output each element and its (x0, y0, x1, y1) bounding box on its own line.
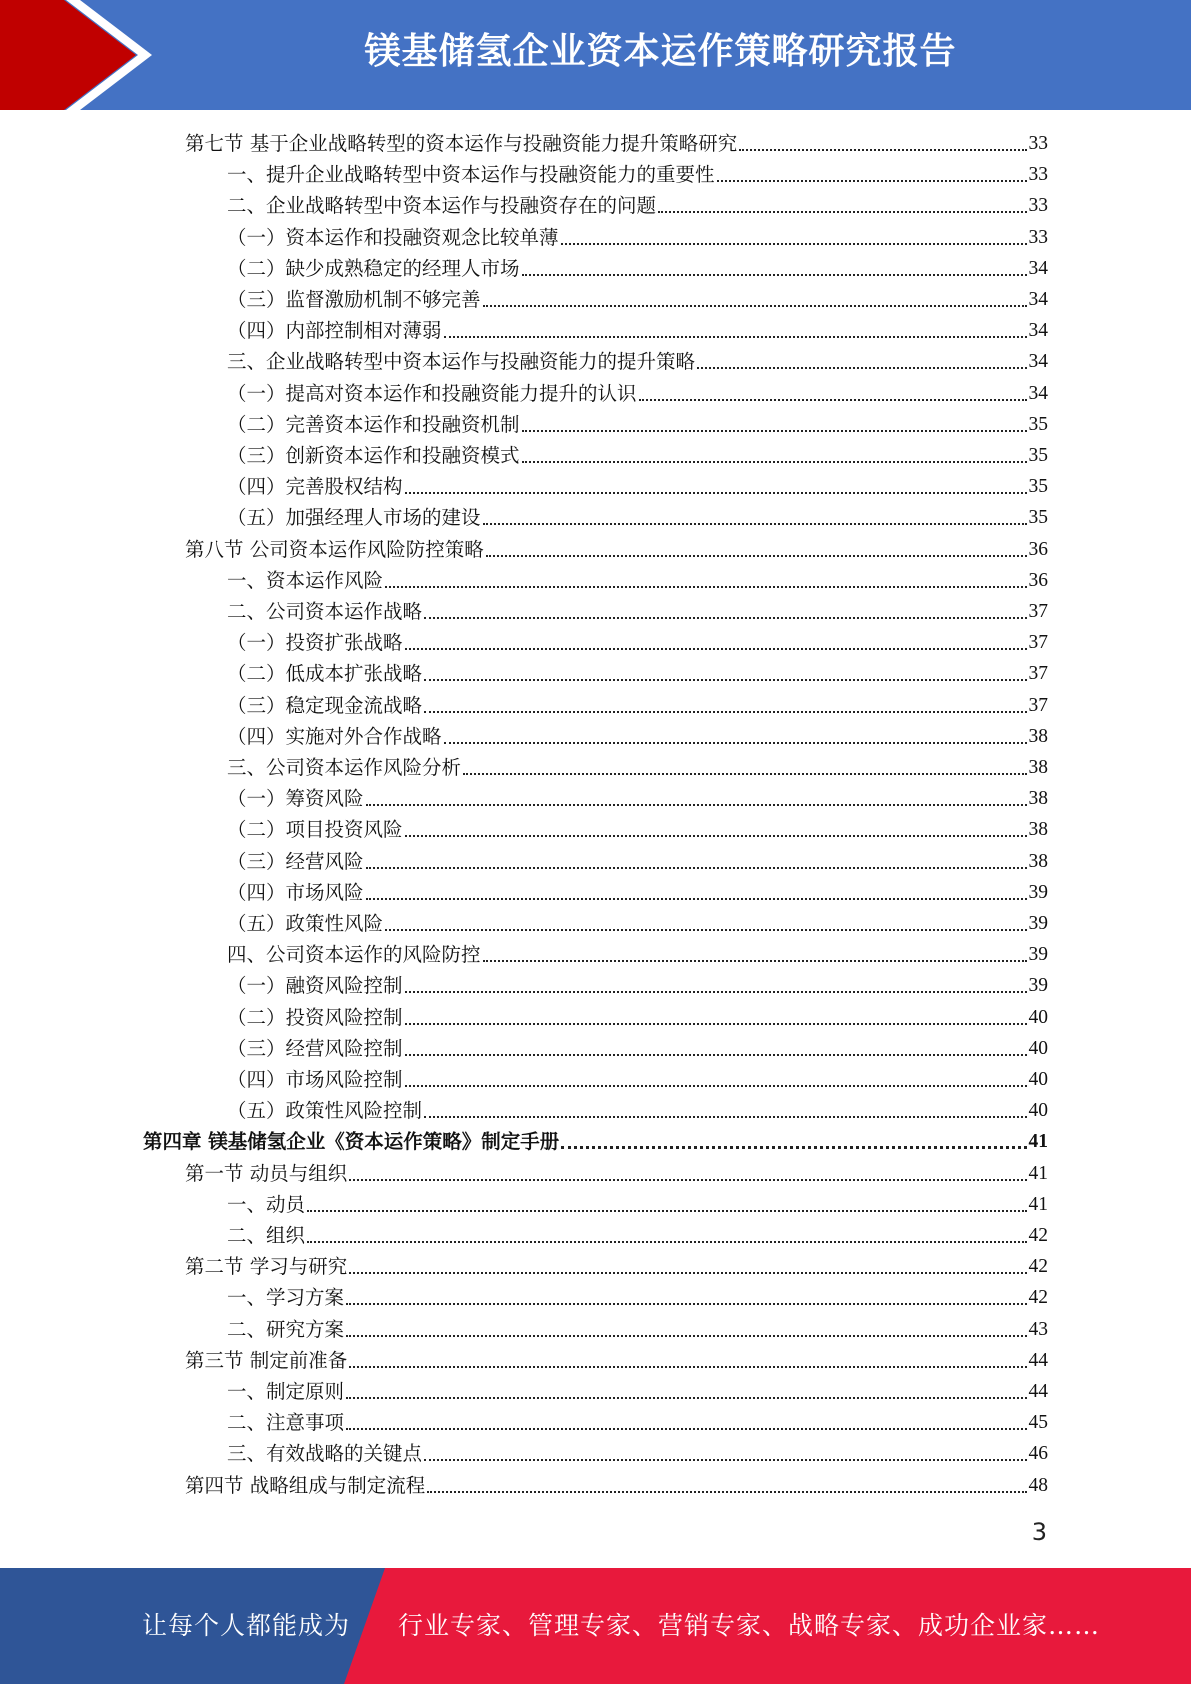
toc-entry-page: 39 (1028, 944, 1048, 966)
toc-dot-leader (349, 1366, 1026, 1368)
toc-entry-page: 44 (1028, 1349, 1048, 1371)
page-footer (0, 1568, 1191, 1684)
toc-entry[interactable] (185, 532, 1048, 563)
toc-entry-page: 36 (1028, 569, 1048, 591)
toc-entry-page: 34 (1028, 351, 1048, 373)
toc-entry-page: 37 (1028, 663, 1048, 685)
toc-dot-leader (405, 492, 1027, 494)
toc-entry-title: 二、企业战略转型中资本运作与投融资存在的问题 (227, 194, 657, 218)
toc-entry[interactable] (185, 126, 1048, 157)
toc-entry-page: 35 (1028, 476, 1048, 498)
toc-dot-leader (697, 367, 1026, 369)
toc-dot-leader (346, 1428, 1026, 1430)
toc-entry-title: （五）政策性风险控制 (227, 1099, 423, 1123)
toc-entry-title: 三、有效战略的关键点 (227, 1442, 423, 1466)
toc-entry-title: （四）市场风险 (227, 880, 364, 904)
toc-entry[interactable] (227, 937, 1048, 968)
toc-entry[interactable] (227, 812, 1048, 843)
toc-dot-leader (405, 1054, 1027, 1056)
toc-dot-leader (424, 617, 1026, 619)
toc-entry-page: 33 (1028, 226, 1048, 248)
toc-dot-leader (346, 1303, 1026, 1305)
toc-entry[interactable] (227, 625, 1048, 656)
toc-entry-title: 第二节 学习与研究 (185, 1255, 348, 1279)
toc-entry[interactable] (227, 1218, 1048, 1249)
toc-entry-page: 46 (1028, 1443, 1048, 1465)
toc-entry[interactable] (227, 906, 1048, 937)
toc-entry-page: 38 (1028, 757, 1048, 778)
toc-entry-title: （五）政策性风险 (227, 912, 384, 935)
toc-entry-title: 三、公司资本运作风险分析 (227, 756, 462, 779)
toc-entry[interactable] (227, 594, 1048, 625)
toc-entry-title: 一、提升企业战略转型中资本运作与投融资能力的重要性 (227, 163, 715, 187)
toc-entry-page: 34 (1028, 382, 1048, 404)
toc-entry-title: 二、注意事项 (227, 1411, 345, 1435)
page-number: 3 (1031, 1518, 1047, 1546)
toc-entry[interactable] (227, 220, 1048, 251)
toc-entry-title: （二）低成本扩张战略 (227, 662, 423, 686)
toc-entry-title: 第四节 战略组成与制定流程 (185, 1473, 426, 1497)
toc-dot-leader (561, 243, 1027, 245)
document-title: 镁基储氢企业资本运作策略研究报告 (364, 31, 957, 72)
toc-entry-page: 41 (1028, 1131, 1048, 1153)
toc-entry-title: （五）加强经理人市场的建设 (227, 506, 481, 530)
toc-entry-page: 38 (1028, 819, 1048, 841)
toc-entry-title: 三、企业战略转型中资本运作与投融资能力的提升策略 (227, 350, 696, 374)
toc-dot-leader (366, 898, 1027, 900)
toc-entry-page: 35 (1028, 413, 1048, 435)
toc-entry-title: （三）稳定现金流战略 (227, 693, 423, 717)
toc-entry-page: 38 (1028, 850, 1048, 872)
toc-dot-leader (349, 1272, 1026, 1274)
toc-dot-leader (639, 399, 1027, 401)
toc-entry[interactable] (227, 438, 1048, 469)
toc-entry[interactable] (227, 1374, 1048, 1405)
toc-dot-leader (522, 461, 1027, 463)
toc-entry-title: （三）监督激励机制不够完善 (227, 288, 481, 311)
toc-dot-leader (307, 1241, 1026, 1243)
toc-entry-title: （一）提高对资本运作和投融资能力提升的认识 (227, 381, 637, 405)
toc-entry-title: 第七节 基于企业战略转型的资本运作与投融资能力提升策略研究 (185, 132, 738, 155)
toc-entry[interactable] (227, 1031, 1048, 1062)
toc-dot-leader (405, 991, 1027, 993)
toc-entry-title: （三）经营风险控制 (227, 1036, 403, 1060)
toc-entry[interactable] (227, 781, 1048, 812)
toc-entry-title: 第四章 镁基储氢企业《资本运作策略》制定手册 (143, 1130, 560, 1154)
toc-entry-page: 35 (1028, 445, 1048, 466)
toc-entry-page: 35 (1028, 507, 1048, 529)
toc-dot-leader (366, 804, 1027, 806)
footer-slogan-left: 让每个人都能成为 (142, 1611, 351, 1640)
toc-entry[interactable] (227, 1000, 1048, 1031)
toc-entry[interactable] (227, 188, 1048, 219)
toc-entry-title: （一）资本运作和投融资观念比较单薄 (227, 225, 559, 249)
toc-dot-leader (739, 149, 1026, 151)
toc-dot-leader (424, 1116, 1026, 1118)
toc-dot-leader (424, 1459, 1026, 1461)
toc-entry-title: 一、资本运作风险 (227, 568, 384, 592)
toc-entry[interactable] (185, 1249, 1048, 1280)
toc-entry[interactable] (227, 719, 1048, 750)
toc-entry[interactable] (143, 1124, 1048, 1155)
toc-entry[interactable] (227, 1062, 1048, 1093)
toc-entry[interactable] (227, 844, 1048, 875)
toc-entry-title: （二）投资风险控制 (227, 1005, 403, 1029)
toc-dot-leader (405, 835, 1027, 837)
toc-dot-leader (444, 742, 1027, 744)
toc-dot-leader (424, 679, 1026, 681)
toc-entry[interactable] (227, 1187, 1048, 1218)
toc-entry-title: （二）项目投资风险 (227, 818, 403, 842)
toc-entry-title: 二、组织 (227, 1224, 306, 1247)
toc-entry-page: 48 (1028, 1474, 1048, 1496)
toc-entry-page: 41 (1028, 1162, 1048, 1184)
toc-dot-leader (483, 523, 1027, 525)
toc-entry-page: 33 (1028, 164, 1048, 186)
toc-dot-leader (717, 180, 1027, 182)
toc-entry-title: （二）缺少成熟稳定的经理人市场 (227, 256, 520, 280)
toc-entry[interactable] (227, 1436, 1048, 1467)
toc-entry-page: 37 (1028, 632, 1048, 654)
toc-entry[interactable] (227, 1405, 1048, 1436)
toc-entry-title: 一、制定原则 (227, 1380, 345, 1403)
toc-entry[interactable] (227, 688, 1048, 719)
toc-dot-leader (424, 711, 1026, 713)
toc-entry-title: （一）投资扩张战略 (227, 631, 403, 655)
toc-dot-leader (483, 305, 1027, 307)
toc-entry-title: （三）创新资本运作和投融资模式 (227, 444, 520, 467)
toc-entry-page: 38 (1028, 788, 1048, 810)
toc-entry-page: 40 (1028, 1037, 1048, 1059)
toc-entry-page: 38 (1028, 725, 1048, 747)
toc-entry[interactable] (227, 1280, 1048, 1311)
toc-entry[interactable] (227, 251, 1048, 282)
toc-entry[interactable] (227, 563, 1048, 594)
toc-dot-leader (307, 1210, 1026, 1212)
toc-dot-leader (483, 960, 1027, 962)
toc-entry-page: 41 (1028, 1193, 1048, 1215)
toc-entry-page: 34 (1028, 257, 1048, 279)
toc-entry-page: 40 (1028, 1006, 1048, 1028)
toc-entry-title: 第八节 公司资本运作风险防控策略 (185, 537, 484, 561)
toc-dot-leader (463, 773, 1026, 775)
toc-dot-leader (522, 274, 1027, 276)
toc-entry-page: 39 (1028, 881, 1048, 903)
page-header (0, 0, 1191, 110)
toc-entry-page: 39 (1028, 913, 1048, 934)
toc-entry-title: 第三节 制定前准备 (185, 1348, 348, 1372)
toc-entry-page: 34 (1028, 320, 1048, 342)
toc-entry[interactable] (185, 1343, 1048, 1374)
toc-dot-leader (346, 1397, 1026, 1399)
toc-entry-title: 第一节 动员与组织 (185, 1161, 348, 1185)
toc-entry-title: 二、公司资本运作战略 (227, 600, 423, 623)
toc-dot-leader (385, 929, 1026, 931)
toc-entry-title: （三）经营风险 (227, 849, 364, 873)
toc-dot-leader (522, 430, 1027, 432)
toc-entry-title: （一）筹资风险 (227, 787, 364, 811)
toc-entry-page: 33 (1028, 133, 1048, 154)
toc-entry[interactable] (227, 282, 1048, 313)
toc-entry-page: 34 (1028, 289, 1048, 310)
toc-entry-title: （四）内部控制相对薄弱 (227, 319, 442, 343)
toc-entry-title: （四）市场风险控制 (227, 1068, 403, 1091)
toc-entry[interactable] (185, 1468, 1048, 1499)
toc-entry-page: 42 (1028, 1225, 1048, 1246)
toc-entry[interactable] (227, 875, 1048, 906)
toc-entry-page: 36 (1028, 538, 1048, 560)
toc-entry-page: 45 (1028, 1412, 1048, 1434)
toc-dot-leader (444, 336, 1027, 338)
toc-dot-leader (427, 1491, 1026, 1493)
toc-entry-title: （四）实施对外合作战略 (227, 724, 442, 748)
toc-entry-title: 一、动员 (227, 1192, 306, 1216)
toc-entry[interactable] (227, 407, 1048, 438)
toc-entry-page: 39 (1028, 975, 1048, 997)
toc-entry-title: （二）完善资本运作和投融资机制 (227, 412, 520, 436)
toc-entry-page: 33 (1028, 195, 1048, 217)
toc-dot-leader (346, 1335, 1026, 1337)
toc-dot-leader (486, 555, 1027, 557)
toc-dot-leader (385, 586, 1026, 588)
toc-entry[interactable] (227, 1093, 1048, 1124)
toc-entry[interactable] (227, 968, 1048, 999)
toc-entry[interactable] (227, 500, 1048, 531)
toc-entry[interactable] (227, 344, 1048, 375)
toc-dot-leader (405, 1023, 1027, 1025)
toc-dot-leader (405, 1085, 1027, 1087)
toc-dot-leader (349, 1179, 1026, 1181)
toc-entry-title: 一、学习方案 (227, 1286, 345, 1310)
toc-entry[interactable] (227, 313, 1048, 344)
toc-entry-page: 37 (1028, 601, 1048, 622)
toc-entry[interactable] (227, 469, 1048, 500)
header-arrow-decoration (0, 0, 260, 110)
toc-dot-leader (658, 211, 1026, 213)
toc-entry-page: 42 (1028, 1256, 1048, 1278)
toc-entry[interactable] (227, 376, 1048, 407)
toc-entry[interactable] (227, 750, 1048, 781)
toc-entry-title: （一）融资风险控制 (227, 974, 403, 998)
toc-entry-page: 43 (1028, 1318, 1048, 1340)
toc-entry-title: 二、研究方案 (227, 1317, 345, 1341)
toc-entry[interactable] (227, 1312, 1048, 1343)
toc-entry[interactable] (185, 1156, 1048, 1187)
toc-dot-leader (405, 648, 1027, 650)
toc-entry-page: 37 (1028, 694, 1048, 716)
toc-entry-page: 40 (1028, 1100, 1048, 1122)
toc-entry-page: 40 (1028, 1069, 1048, 1090)
toc-dot-leader (561, 1146, 1026, 1149)
toc-entry-page: 42 (1028, 1287, 1048, 1309)
toc-entry-page: 44 (1028, 1381, 1048, 1402)
toc-dot-leader (366, 867, 1027, 869)
toc-entry-title: （四）完善股权结构 (227, 475, 403, 499)
toc-entry-title: 四、公司资本运作的风险防控 (227, 943, 481, 967)
toc-entry[interactable] (227, 157, 1048, 188)
toc-entry[interactable] (227, 656, 1048, 687)
footer-slogan-right: 行业专家、管理专家、营销专家、战略专家、成功企业家…… (398, 1611, 1101, 1640)
